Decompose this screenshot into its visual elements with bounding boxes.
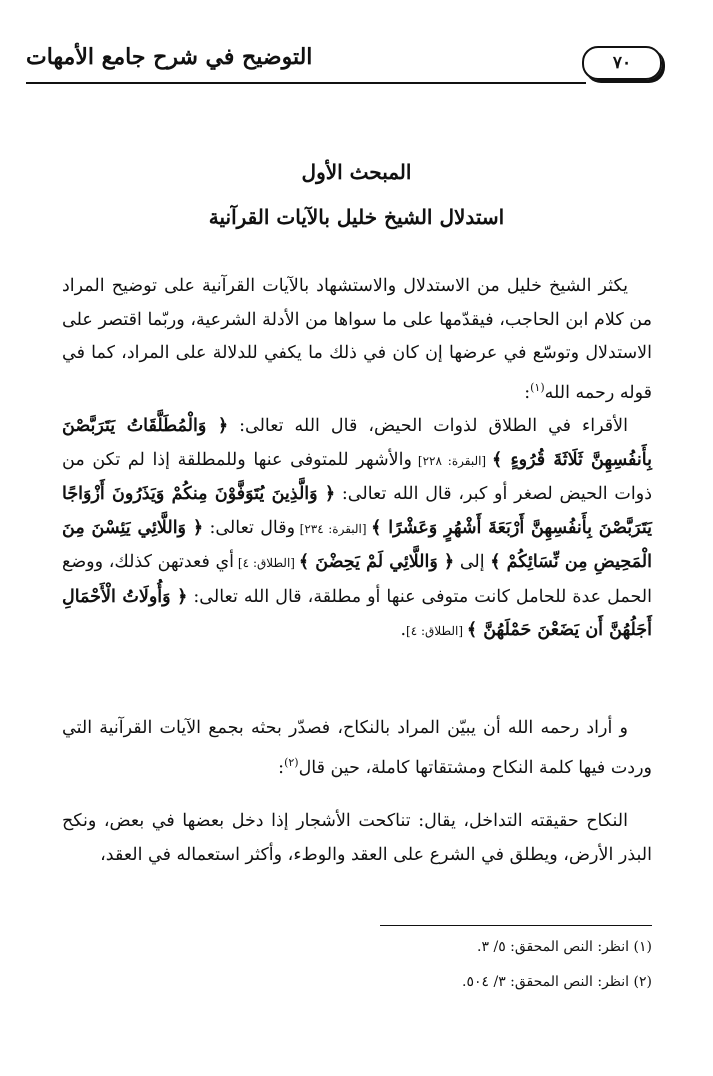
paragraph-2-text	[62, 410, 652, 649]
footnote-1: (١) انظر: النص المحقق: ٥/ ٣.	[477, 939, 652, 955]
paragraph-1-end: :	[524, 382, 531, 403]
paragraph-3-end: :	[278, 757, 285, 778]
section-subtitle: استدلال الشيخ خليل بالآيات القرآنية	[208, 205, 505, 229]
paragraph-2-segment: الأقراء في الطلاق لذوات الحيض، قال الله تعالى:	[228, 416, 628, 436]
paragraph-2-segment: .	[400, 620, 407, 640]
quran-verse: ﴿ وَالْمُطَلَّقَاتُ يَتَرَبَّصْنَ بِأَنفُسِهِنَّ ثَلَاثَةَ قُرُوءٍ ﴾	[62, 416, 652, 470]
quran-verse: ﴿ وَاللَّائِي يَئِسْنَ مِنَ الْمَحِيضِ مِن نِّسَائِكُمْ ﴾	[62, 517, 653, 572]
quran-verse: ﴿ وَاللَّائِي لَمْ يَحِضْنَ ﴾	[298, 552, 455, 572]
paragraph-2-segment: والأشهر للمتوفى عنها وللمطلقة إذا لم تكن من ذوات الحيض لصغر أو كبر، قال الله تعالى:	[62, 449, 652, 504]
paragraph-3-text: و أراد رحمه الله أن يبيّن المراد بالنكاح، فصدّر بحثه بجمع الآيات القرآنية التي وردت فيها كلمة النكاح ومشتقاتها كاملة، حين قال	[62, 718, 652, 778]
paragraph-4-text: النكاح حقيقته التداخل، يقال: تناكحت الأشجار إذا دخل بعضها في بعض، ونكح البذر الأرض، ويطلق في الشرع على العقد والوطء، وأكثر استعماله في العقد،	[62, 811, 652, 865]
running-title: التوضيح في شرح جامع الأمهات	[26, 44, 313, 70]
paragraph-2-segment: وقال تعالى:	[203, 517, 296, 538]
quran-verse: ﴿ وَأُولَاتُ الْأَحْمَالِ أَجَلُهُنَّ أَن يَضَعْنَ حَمْلَهُنَّ ﴾	[62, 586, 652, 640]
page-number: ٧٠	[582, 46, 662, 80]
verse-reference: [البقرة: ٢٢٨]	[411, 453, 493, 468]
footnote-marker-2[interactable]: (٢)	[284, 755, 299, 769]
paragraph-2-segment: إلى	[454, 552, 491, 572]
page-header	[26, 40, 662, 84]
verse-reference: [البقرة: ٢٣٤]	[295, 521, 372, 536]
header-rule	[26, 82, 586, 84]
paragraph-3	[62, 712, 652, 785]
verse-reference: [الطلاق: ٤]	[406, 624, 467, 638]
footnote-marker-1[interactable]: (١)	[530, 380, 545, 394]
paragraph-2-segment: أي فعدتهن كذلك، ووضع الحمل عدة للحامل كانت متوفى عنها أو مطلقة، قال الله تعالى:	[62, 552, 652, 607]
footnote-2: (٢) انظر: النص المحقق: ٣/ ٥٠٤.	[462, 974, 652, 990]
footnote-rule	[380, 925, 652, 926]
verse-reference: [الطلاق: ٤]	[234, 556, 299, 570]
section-heading: المبحث الأول	[301, 160, 412, 184]
quran-verse: ﴿ وَالَّذِينَ يُتَوَفَّوْنَ مِنكُمْ وَيَذَرُونَ أَزْوَاجًا يَتَرَبَّصْنَ بِأَنفُسِهِنَّ أَرْبَعَةَ أَشْهُرٍ وَعَشْرًا ﴾	[62, 484, 652, 538]
paragraph-1-text: يكثر الشيخ خليل من الاستدلال والاستشهاد بالآيات القرآنية على توضيح المراد من كلام ابن الحاجب، فيقدّمها على ما سواها من الأدلة الشرعية، وربّما اقتصر على الاستدلال وتوسّع في عرضها إن كان في ذلك ما يكفي للدلالة على المراد، كما في قوله رحمه الله	[62, 276, 652, 403]
paragraph-1	[62, 270, 652, 410]
paragraph-2	[62, 410, 652, 649]
paragraph-4	[62, 805, 652, 872]
